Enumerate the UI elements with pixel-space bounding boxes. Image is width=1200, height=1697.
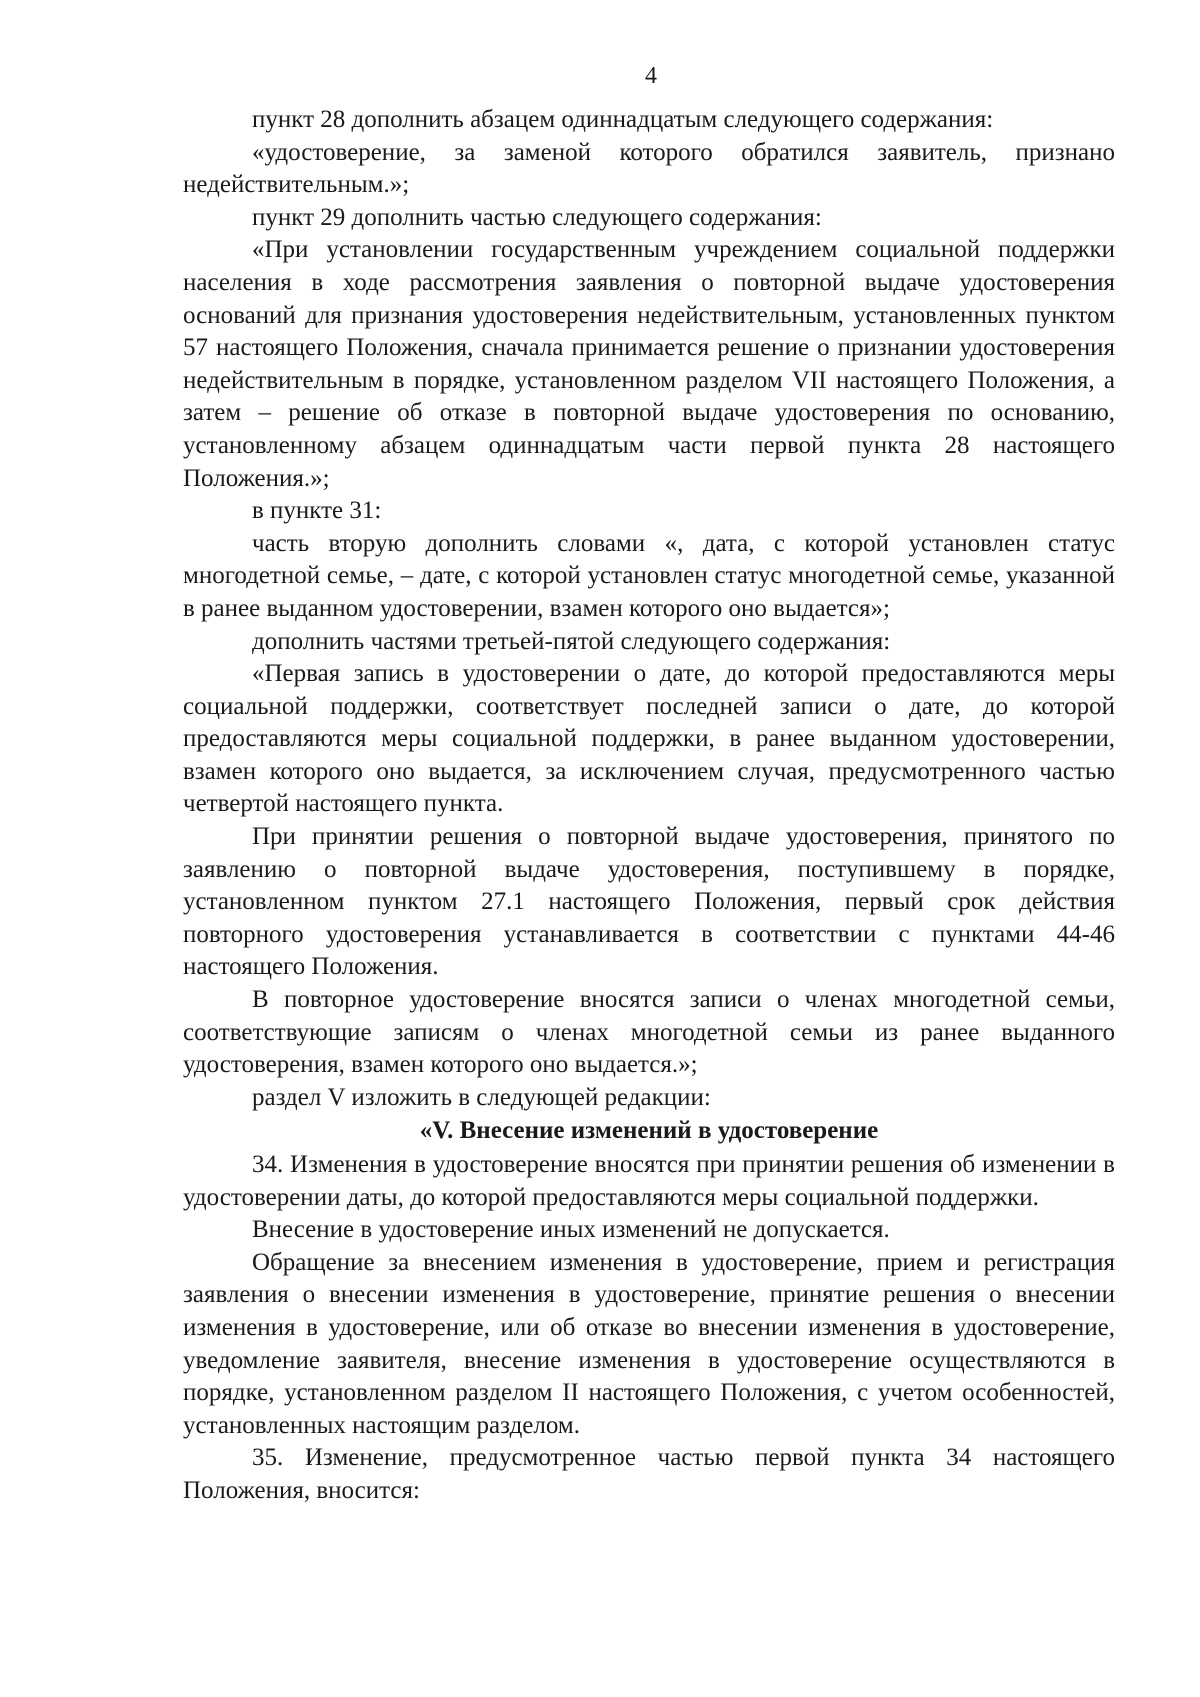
paragraph: раздел V изложить в следующей редакции: xyxy=(252,1083,711,1111)
paragraph: пункт 29 дополнить частью следующего содержания: xyxy=(252,203,822,231)
paragraph: В повторное удостоверение вносятся записи о членах многодетной семьи, соответствующие записям о членах многодетной семьи из ранее выданного удостоверения, взамен которого оно выдается.»; xyxy=(183,986,1115,1079)
paragraph: «Первая запись в удостоверении о дате, до которой предоставляются меры социальной поддержки, соответствует последней записи о дате, до которой предоставляются меры социальной поддержки, в ранее выданном удостоверении, взамен которого оно выдается, за исключением случая, предусмотренного частью четвертой настоящего пункта. xyxy=(183,660,1115,818)
paragraph: «удостоверение, за заменой которого обратился заявитель, признано недействительным.»; xyxy=(183,138,1115,199)
section-heading: «V. Внесение изменений в удостоверение xyxy=(419,1117,879,1145)
page-number: 4 xyxy=(645,63,657,89)
section-paragraph: 35. Изменение, предусмотренное частью первой пункта 34 настоящего Положения, вносится: xyxy=(183,1444,1115,1504)
section-paragraph: Внесение в удостоверение иных изменений не допускается. xyxy=(252,1216,890,1244)
paragraph: «При установлении государственным учреждением социальной поддержки населения в ходе рассмотрения заявления о повторной выдаче удостоверения оснований для признания удостоверения недействительным, установленных пунктом 57 настоящего Положения, сначала принимается решение о признании удостоверения недействительным в порядке, установленном разделом VII настоящего Положения, а затем – решение об отказе в повторной выдаче удостоверения по основанию, установленному абзацем одиннадцатым части первой пункта 28 настоящего Положения.»; xyxy=(183,236,1115,492)
section-paragraph: 34. Изменения в удостоверение вносятся при принятии решения об изменении в удостоверении даты, до которой предоставляются меры социальной поддержки. xyxy=(183,1151,1115,1211)
paragraph: пункт 28 дополнить абзацем одиннадцатым следующего содержания: xyxy=(252,106,994,133)
paragraph: дополнить частями третьей-пятой следующего содержания: xyxy=(252,627,891,655)
paragraph: При принятии решения о повторной выдаче удостоверения, принятого по заявлению о повторной выдаче удостоверения, поступившему в порядке, установленном пунктом 27.1 настоящего Положения, первый срок действия повторного удостоверения устанавливается в соответствии с пунктами 44-46 настоящего Положения. xyxy=(183,823,1115,981)
document-body xyxy=(183,104,1115,1508)
section-paragraph: Обращение за внесением изменения в удостоверение, прием и регистрация заявления о внесении изменения в удостоверение, принятие решения о внесении изменения в удостоверение, или об отказе во внесении изменения в удостоверение, уведомление заявителя, внесение изменения в удостоверение осуществляются в порядке, установленном разделом II настоящего Положения, с учетом особенностей, установленных настоящим разделом. xyxy=(183,1248,1115,1439)
paragraph: часть вторую дополнить словами «, дата, с которой установлен статус многодетной семье, – дате, с которой установлен статус многодетной семье, указанной в ранее выданном удостоверении, взамен которого оно выдается»; xyxy=(183,529,1115,622)
paragraph: в пункте 31: xyxy=(252,497,382,525)
